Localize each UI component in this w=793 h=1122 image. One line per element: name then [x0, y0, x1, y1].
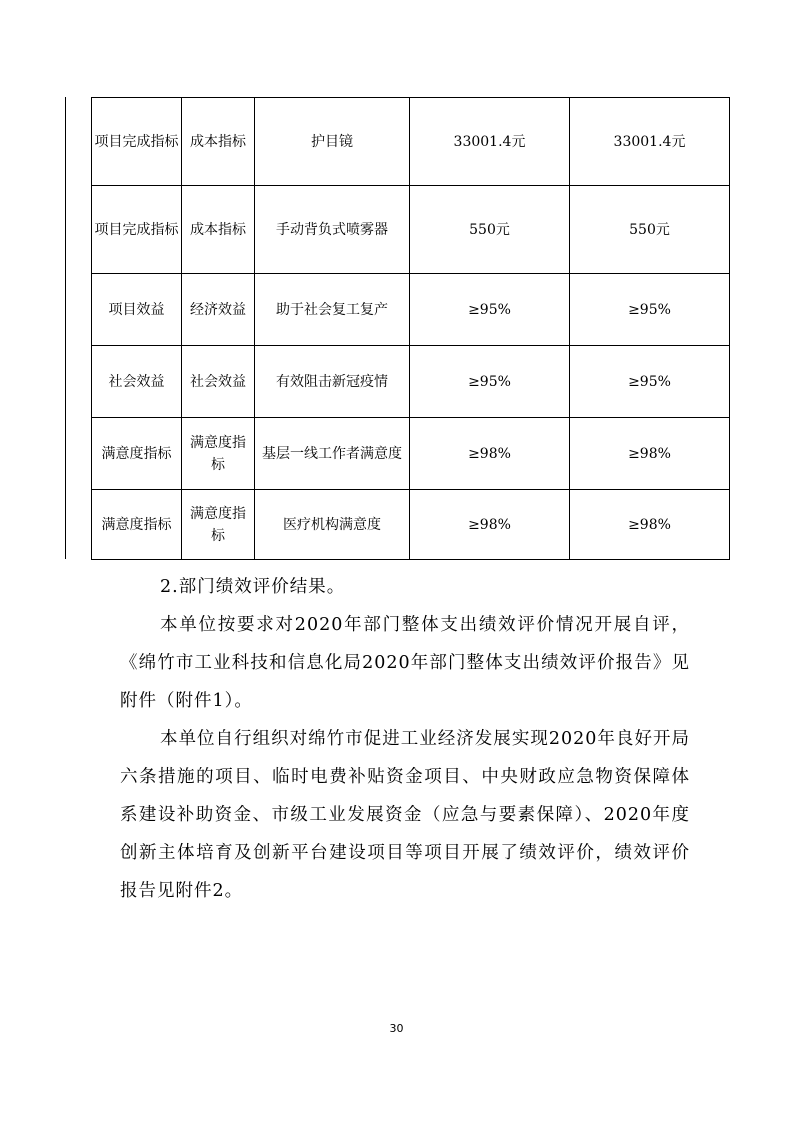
actual-value-cell: ≥95% — [570, 346, 730, 418]
target-value-cell: 550元 — [410, 186, 570, 274]
third-level-indicator-cell: 基层一线工作者满意度 — [255, 418, 410, 490]
target-value-cell: ≥95% — [410, 346, 570, 418]
paragraph-self-evaluation: 本单位按要求对2020年部门整体支出绩效评价情况开展自评，《绵竹市工业科技和信息化局2020年部门整体支出绩效评价报告》见附件（附件1）。 — [120, 615, 690, 711]
actual-value-cell: ≥98% — [570, 418, 730, 490]
table-outer-border-line — [65, 97, 66, 559]
second-level-indicator-cell: 成本指标 — [182, 186, 255, 274]
page-number: 30 — [389, 1022, 404, 1035]
table-row — [92, 418, 730, 490]
second-level-indicator-cell: 经济效益 — [182, 274, 255, 346]
third-level-indicator-cell: 手动背负式喷雾器 — [255, 186, 410, 274]
first-level-indicator-cell: 满意度指标 — [92, 418, 182, 490]
first-level-indicator-cell: 项目效益 — [92, 274, 182, 346]
third-level-indicator-cell: 医疗机构满意度 — [255, 490, 410, 560]
table-row — [92, 98, 730, 186]
table-row — [92, 346, 730, 418]
third-level-indicator-cell: 护目镜 — [255, 98, 410, 186]
second-level-indicator-cell: 成本指标 — [182, 98, 255, 186]
actual-value-cell: 550元 — [570, 186, 730, 274]
third-level-indicator-cell: 助于社会复工复产 — [255, 274, 410, 346]
body-text — [120, 568, 690, 910]
first-level-indicator-cell: 项目完成指标 — [92, 186, 182, 274]
target-value-cell: ≥98% — [410, 418, 570, 490]
second-level-indicator-cell: 满意度指标 — [182, 490, 255, 560]
actual-value-cell: 33001.4元 — [570, 98, 730, 186]
second-level-indicator-cell: 社会效益 — [182, 346, 255, 418]
second-level-indicator-cell: 满意度指标 — [182, 418, 255, 490]
performance-indicator-table — [91, 97, 730, 560]
section-heading: 2.部门绩效评价结果。 — [160, 577, 346, 597]
paragraph-project-evaluation: 本单位自行组织对绵竹市促进工业经济发展实现2020年良好开局六条措施的项目、临时电费补贴资金项目、中央财政应急物资保障体系建设补助资金、市级工业发展资金（应急与要素保障）、2020年度创新主体培育及创新平台建设项目等项目开展了绩效评价，绩效评价报告见附件2。 — [120, 729, 690, 901]
actual-value-cell: ≥98% — [570, 490, 730, 560]
first-level-indicator-cell: 社会效益 — [92, 346, 182, 418]
third-level-indicator-cell: 有效阻击新冠疫情 — [255, 346, 410, 418]
table-row — [92, 490, 730, 560]
target-value-cell: 33001.4元 — [410, 98, 570, 186]
target-value-cell: ≥98% — [410, 490, 570, 560]
table-row — [92, 274, 730, 346]
first-level-indicator-cell: 项目完成指标 — [92, 98, 182, 186]
target-value-cell: ≥95% — [410, 274, 570, 346]
table-row — [92, 186, 730, 274]
actual-value-cell: ≥95% — [570, 274, 730, 346]
first-level-indicator-cell: 满意度指标 — [92, 490, 182, 560]
